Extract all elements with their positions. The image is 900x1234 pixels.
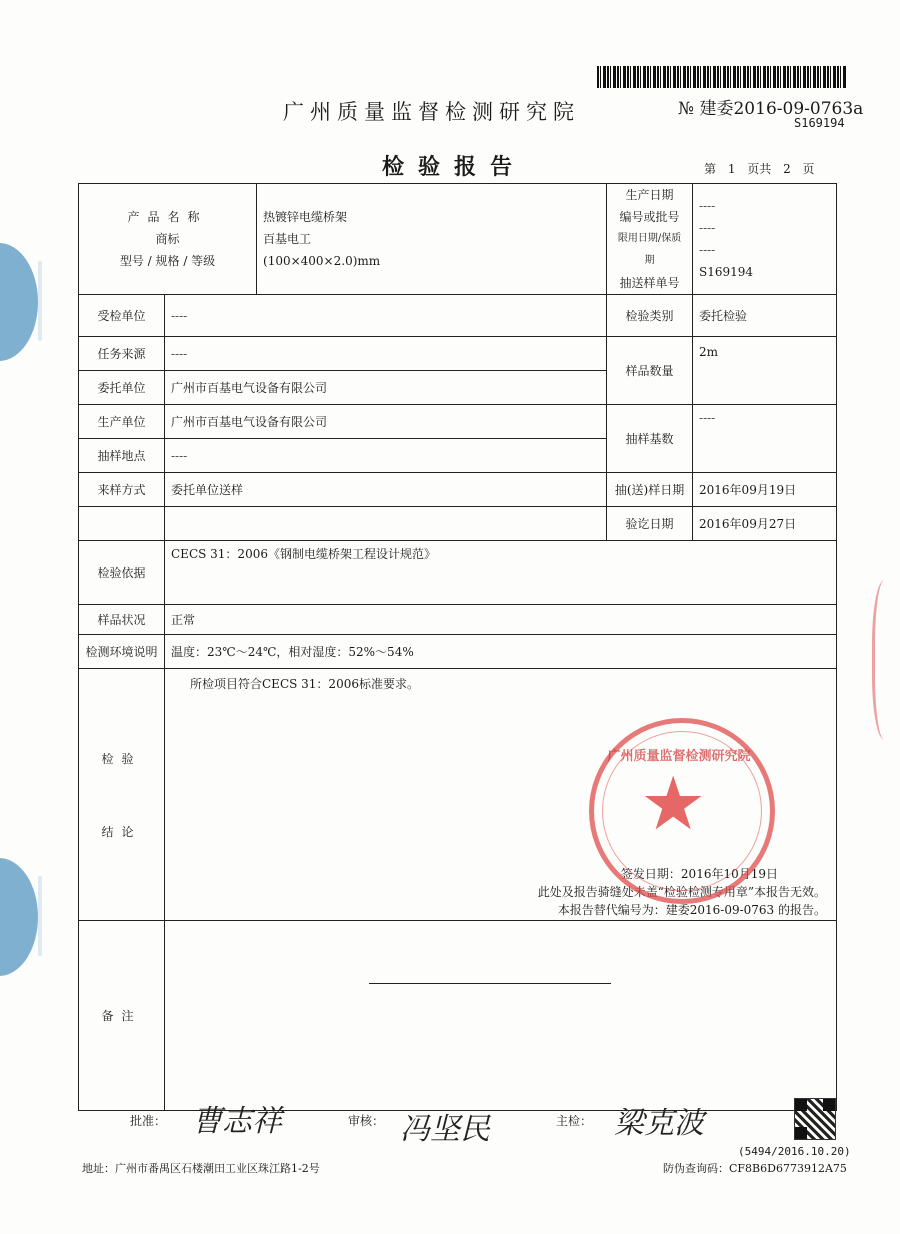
barcode xyxy=(597,66,847,88)
date-values xyxy=(693,184,837,295)
sample-method-row xyxy=(79,473,837,507)
completion-row xyxy=(79,507,837,541)
environment-row xyxy=(79,635,837,669)
prod-date-label: 生产日期 xyxy=(625,188,674,202)
sample-state-row xyxy=(79,605,837,635)
sampling-date-value: 2016年09月19日 xyxy=(693,473,837,507)
issue-date: 签发日期：2016年10月19日 xyxy=(620,867,779,881)
conclusion-text: 所检项目符合CECS 31：2006标准要求。 xyxy=(190,677,419,691)
sampling-no-label: 抽送样单号 xyxy=(619,276,680,290)
report-table xyxy=(78,183,837,1111)
conclusion-label-cell xyxy=(79,669,165,921)
report-number: № 建委2016-09-0763a xyxy=(678,99,864,119)
sample-state-value: 正常 xyxy=(165,605,837,635)
client-value: 广州市百基电气设备有限公司 xyxy=(165,371,607,405)
sample-state-label: 样品状况 xyxy=(79,605,165,635)
sample-qty-value: 2m xyxy=(693,337,837,405)
official-seal xyxy=(589,718,775,904)
inspection-type-label: 检验类别 xyxy=(607,295,693,337)
remarks-row xyxy=(79,921,837,1111)
test-signature: 梁克波 xyxy=(614,1106,704,1141)
batch-no-label: 编号或批号 xyxy=(619,210,680,224)
inspected-unit-label: 受检单位 xyxy=(79,295,165,337)
expiry-value: ---- xyxy=(699,243,716,257)
sample-method-value: 委托单位送样 xyxy=(165,473,607,507)
test-label: 主检： xyxy=(556,1114,593,1128)
binder-hole-top xyxy=(0,243,38,361)
seal-text: 广州质量监督检测研究院 xyxy=(607,749,751,764)
basis-label: 检验依据 xyxy=(79,541,165,605)
institute-name: 广州质量监督检测研究院 xyxy=(283,100,580,124)
blank-label-cell xyxy=(79,507,165,541)
producer-row xyxy=(79,405,837,439)
completion-date-label: 验讫日期 xyxy=(607,507,693,541)
anticounterfeit-code: 防伪查询码：CF8B6D6773912A75 xyxy=(663,1162,847,1175)
replace-note: 本报告替代编号为：建委2016-09-0763 的报告。 xyxy=(557,903,827,917)
remarks-end-line xyxy=(369,983,611,984)
approve-signature: 曹志祥 xyxy=(192,1104,282,1139)
completion-date-value: 2016年09月27日 xyxy=(693,507,837,541)
form-code: (5494/2016.10.20) xyxy=(738,1145,851,1158)
prod-date-value: ---- xyxy=(699,199,716,213)
remarks-content xyxy=(165,921,837,1111)
trademark-value: 百基电工 xyxy=(263,232,312,246)
product-name-value: 热镀锌电缆桥架 xyxy=(263,210,348,224)
address: 地址：广州市番禺区石楼潮田工业区珠江路1-2号 xyxy=(82,1162,320,1175)
remarks-label: 备注 xyxy=(79,921,165,1111)
batch-no-value: ---- xyxy=(699,221,716,235)
trademark-label: 商标 xyxy=(155,232,180,246)
seal-star-icon: ★ xyxy=(640,761,707,847)
basis-row xyxy=(79,541,837,605)
approve-label: 批准： xyxy=(130,1114,167,1128)
sample-code: S169194 xyxy=(794,116,845,130)
task-source-value: ---- xyxy=(165,337,607,371)
product-row xyxy=(79,184,837,295)
producer-value: 广州市百基电气设备有限公司 xyxy=(165,405,607,439)
seam-stamp-fragment xyxy=(872,580,900,740)
product-values xyxy=(257,184,607,295)
stamp-note: 此处及报告骑缝处未盖“检验检测专用章”本报告无效。 xyxy=(537,885,827,899)
client-label: 委托单位 xyxy=(79,371,165,405)
environment-value: 温度：23℃～24℃，相对湿度：52%～54% xyxy=(165,635,837,669)
model-label: 型号 / 规格 / 等级 xyxy=(119,254,216,268)
expiry-label: 限用日期/保质期 xyxy=(617,233,682,266)
sampling-place-label: 抽样地点 xyxy=(79,439,165,473)
sampling-base-label: 抽样基数 xyxy=(607,405,693,473)
conclusion-label-2: 结论 xyxy=(101,824,142,839)
model-value: (100×400×2.0)mm xyxy=(263,254,381,268)
review-label: 审核： xyxy=(348,1114,385,1128)
sampling-date-label: 抽(送)样日期 xyxy=(607,473,693,507)
sampling-place-value: ---- xyxy=(165,439,607,473)
inspection-type-value: 委托检验 xyxy=(693,295,837,337)
producer-label: 生产单位 xyxy=(79,405,165,439)
review-signature: 冯坚民 xyxy=(400,1112,490,1147)
task-source-label: 任务来源 xyxy=(79,337,165,371)
qr-code-icon xyxy=(794,1098,836,1140)
task-source-row xyxy=(79,337,837,371)
sampling-no-value: S169194 xyxy=(699,265,754,279)
product-labels xyxy=(79,184,257,295)
page-info: 第 1 页共 2 页 xyxy=(704,162,815,176)
conclusion-label-1: 检验 xyxy=(101,751,142,766)
sample-qty-label: 样品数量 xyxy=(607,337,693,405)
product-name-label: 产品名称 xyxy=(127,210,208,224)
environment-label: 检测环境说明 xyxy=(79,635,165,669)
date-labels xyxy=(607,184,693,295)
report-title: 检验报告 xyxy=(382,154,527,180)
inspected-unit-row xyxy=(79,295,837,337)
sampling-base-value: ---- xyxy=(693,405,837,473)
binder-hole-bottom xyxy=(0,858,38,976)
blank-value-cell xyxy=(165,507,607,541)
sample-method-label: 来样方式 xyxy=(79,473,165,507)
basis-value: CECS 31：2006《钢制电缆桥架工程设计规范》 xyxy=(165,541,837,605)
inspected-unit-value: ---- xyxy=(165,295,607,337)
